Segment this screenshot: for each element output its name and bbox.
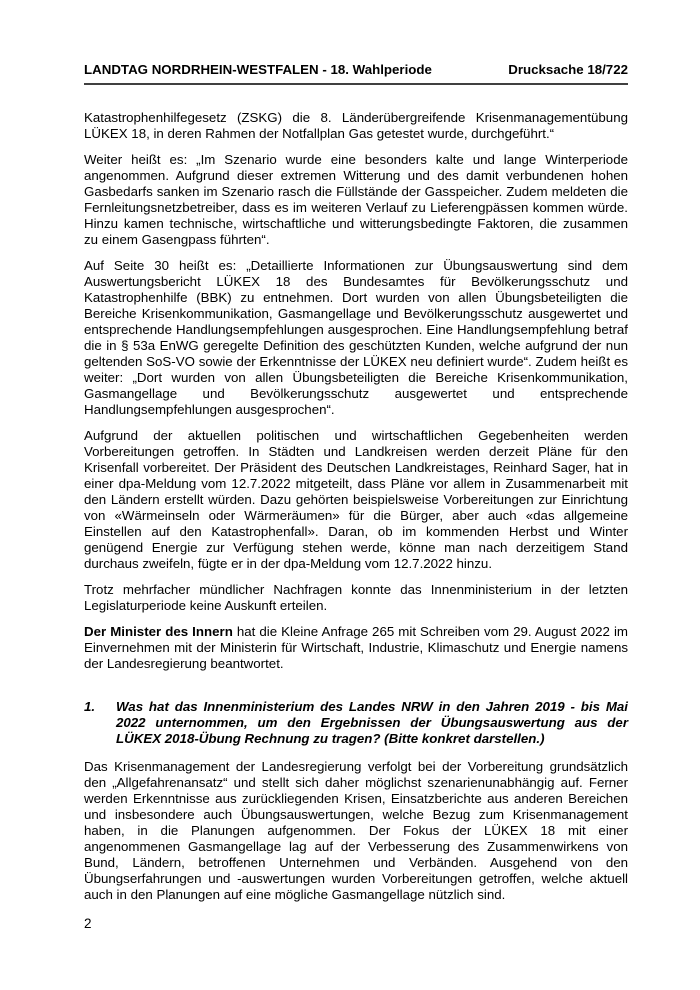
question-text: Was hat das Innenministerium des Landes NRW in den Jahren 2019 - bis Mai 2022 unternommen, um den Ergebnissen der Übungsauswertung aus der LÜKEX 2018-Übung Rechnung zu tragen? (Bitte konkret darstellen.)	[116, 699, 628, 746]
page-header	[84, 62, 628, 77]
header-left-title: LANDTAG NORDRHEIN-WESTFALEN - 18. Wahlperiode	[84, 62, 432, 77]
paragraph-minister-answer	[84, 624, 628, 672]
minister-bold-lead: Der Minister des Innern	[84, 624, 233, 639]
paragraph-preparations: Aufgrund der aktuellen politischen und wirtschaftlichen Gegebenheiten werden Vorbereitungen getroffen. In Städten und Landkreisen werden derzeit Pläne für den Krisenfall vorbereitet. Der Präsident des Deutschen Landkreistages, Reinhard Sager, hat in einer dpa-Meldung vom 12.7.2022 mitgeteilt, dass Pläne vor allem in Zusammenarbeit mit den Ländern erstellt würden. Dazu gehörten beispielsweise Vorbereitungen zur Einrichtung von «Wärmeinseln oder Wärmeräumen» für die Bürger, aber auch «das allgemeine Einstellen auf den Katastrophenfall». Daran, ob im kommenden Herbst und Winter genügend Energie zur Verfügung stehen werde, könne man nach derzeitigem Stand durchaus zweifeln, fügte er in der dpa-Meldung vom 12.7.2022 hinzu.	[84, 428, 628, 571]
paragraph-intro-quote: Katastrophenhilfegesetz (ZSKG) die 8. Länderübergreifende Krisenmanagementübung LÜKEX 18, in deren Rahmen der Notfallplan Gas getestet wurde, durchgeführt.“	[84, 110, 628, 141]
minister-answer-rest: hat die Kleine Anfrage 265 mit Schreiben vom 29. August 2022 im Einvernehmen mit der Ministerin für Wirtschaft, Industrie, Klimaschutz und Energie namens der Landesregierung beantwortet.	[84, 624, 629, 671]
paragraph-no-information: Trotz mehrfacher mündlicher Nachfragen konnte das Innenministerium in der letzten Legislaturperiode keine Auskunft erteilen.	[84, 582, 628, 613]
header-right-docnumber: Drucksache 18/722	[508, 62, 628, 77]
header-rule	[84, 83, 628, 85]
paragraph-scenario-quote: Weiter heißt es: „Im Szenario wurde eine besonders kalte und lange Winterperiode angenommen. Aufgrund dieser extremen Witterung und des damit verbundenen hohen Gasbedarfs sanken im Szenario rasch die Füllstände der Gasspeicher. Zudem meldeten die Fernleitungsnetzbetreiber, dass es im weiteren Verlauf zu Lieferengpässen kommen würde. Hinzu kamen technische, wirtschaftliche und witterungsbedingte Faktoren, die zusammen zu einem Gasengpass führten“.	[84, 152, 628, 247]
question-number: 1.	[84, 699, 96, 714]
page-number: 2	[84, 916, 92, 931]
paragraph-page30-quote: Auf Seite 30 heißt es: „Detaillierte Informationen zur Übungsauswertung sind dem Auswertungsbericht LÜKEX 18 des Bundesamtes für Bevölkerungsschutz und Katastrophenhilfe (BBK) zu entnehmen. Dort wurden von allen Übungsbeteiligten die Bereiche Krisenkommunikation, Gasmangellage und Bevölkerungsschutz ausgewertet und entsprechende Handlungsempfehlungen ausgesprochen. Eine Handlungsempfehlung betraf die in § 53a EnWG geregelte Definition des geschützten Kunden, welche aufgrund der nun geltenden SoS-VO sowie der Erkenntnisse der LÜKEX neu definiert wurde“. Zudem heißt es weiter: „Dort wurden von allen Übungsbeteiligten die Bereiche Krisenkommunikation, Gasmangellage und Bevölkerungsschutz ausgewertet und entsprechende Handlungsempfehlungen ausgesprochen“.	[84, 258, 628, 417]
document-body	[84, 110, 628, 913]
question-item-1	[84, 699, 628, 747]
paragraph-answer-crisis-management: Das Krisenmanagement der Landesregierung verfolgt bei der Vorbereitung grundsätzlich den „Allgefahrenansatz“ und stellt sich daher möglichst szenarienunabhängig auf. Ferner werden Erkenntnisse aus zurückliegenden Krisen, Einsatzberichte aus anderen Bereichen und insbesondere auch Übungsauswertungen, welche Bezug zum Krisenmanagement haben, in die Planungen aufgenommen. Der Fokus der LÜKEX 18 mit einer angenommenen Gasmangellage lag auf der Verbesserung des Zusammenwirkens von Bund, Ländern, betroffenen Unternehmen und Verbänden. Ausgehend von den Übungserfahrungen und -auswertungen wurden Vorbereitungen getroffen, welche aktuell auch in den Planungen auf eine mögliche Gasmangellage nützlich sind.	[84, 759, 628, 902]
